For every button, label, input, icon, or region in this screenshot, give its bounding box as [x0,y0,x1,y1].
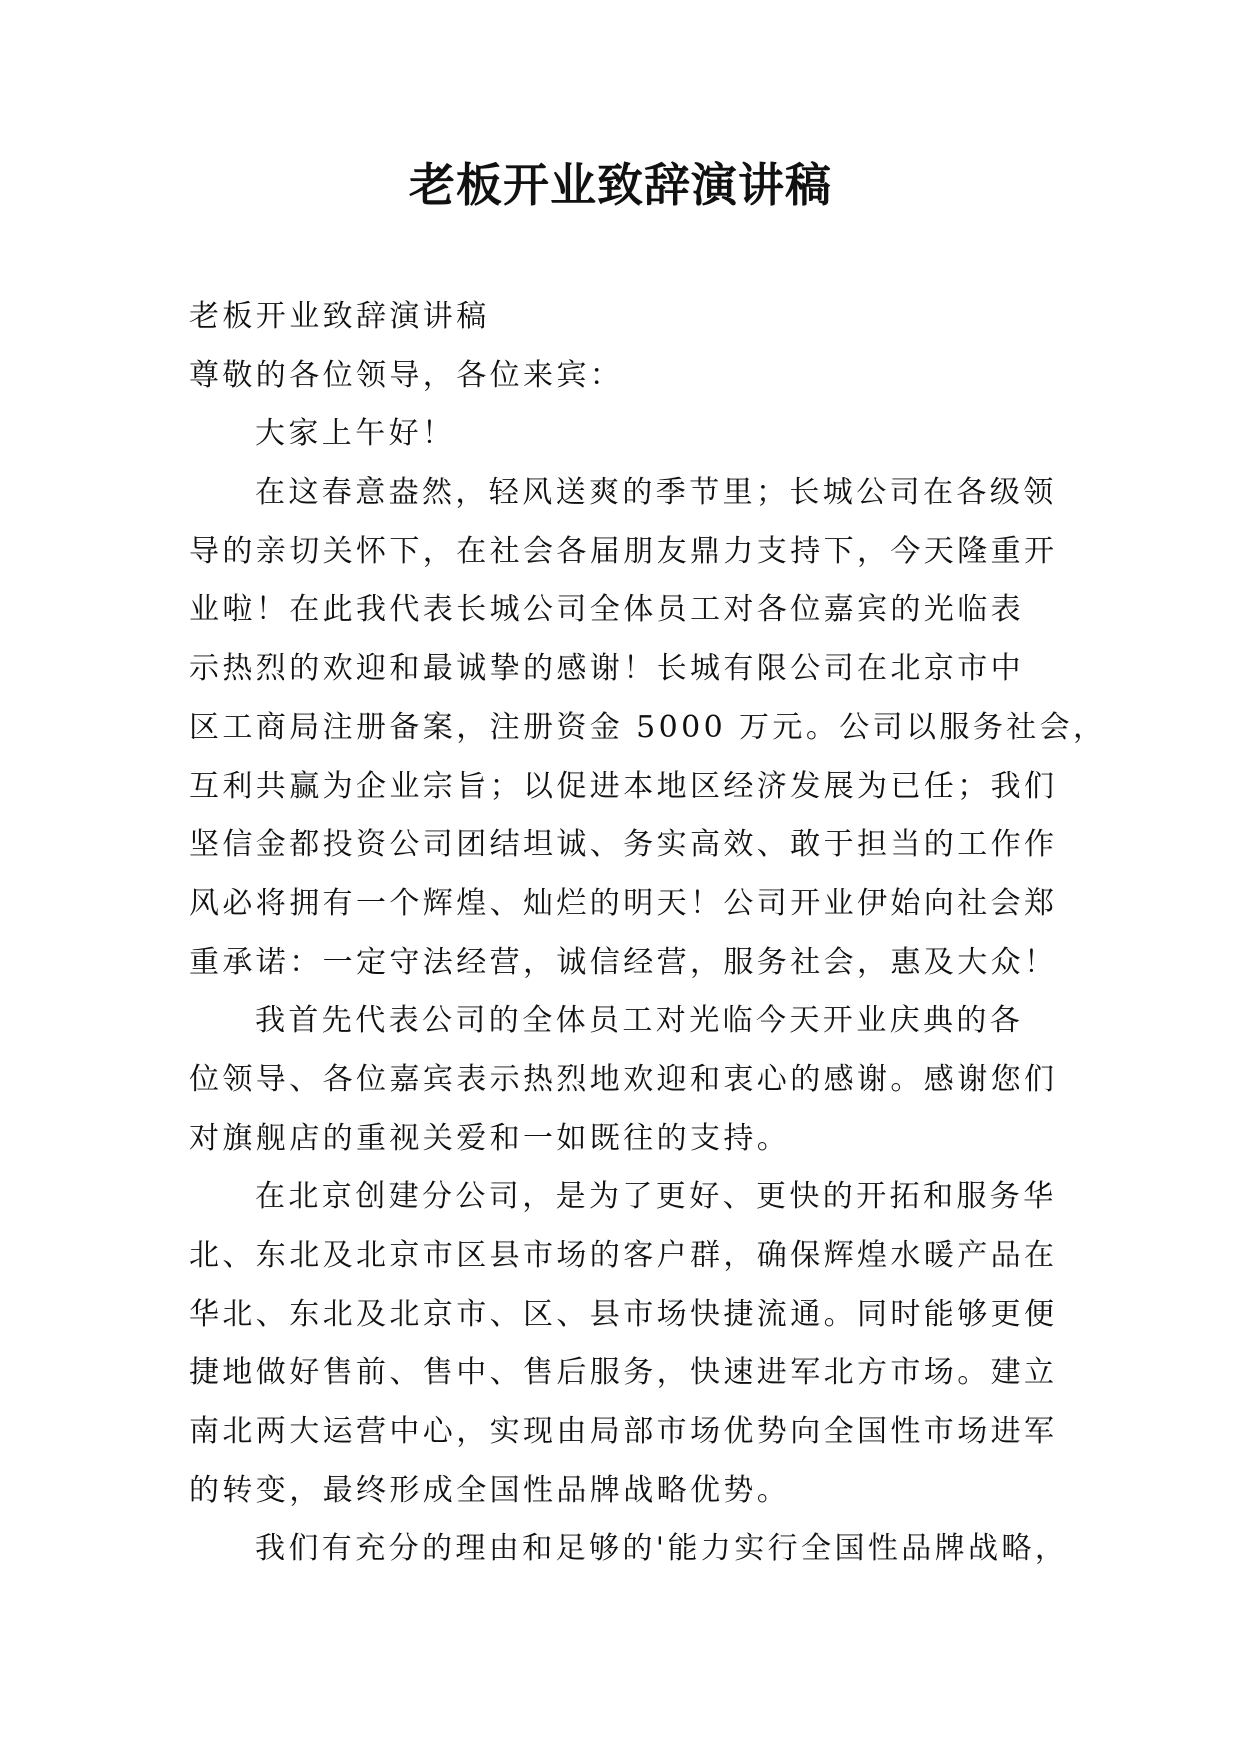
body-line: 我们有充分的理由和足够的'能力实行全国性品牌战略， [255,1531,1069,1567]
body-line: 大家上午好！ [255,416,456,452]
body-line: 在这春意盎然，轻风送爽的季节里；长城公司在各级领 [255,475,1057,511]
body-line: 业啦！在此我代表长城公司全体员工对各位嘉宾的光临表 [189,592,1024,628]
body-line: 尊敬的各位领导，各位来宾： [189,357,624,393]
document-title: 老板开业致辞演讲稿 [409,158,832,212]
body-line: 南北两大运营中心，实现由局部市场优势向全国性市场进军 [189,1414,1058,1450]
body-line: 北、东北及北京市区县市场的客户群，确保辉煌水暖产品在 [189,1238,1058,1273]
body-line: 坚信金都投资公司团结坦诚、务实高效、敢于担当的工作作 [189,827,1058,863]
document-body [189,288,1107,1579]
body-line: 在北京创建分公司，是为了更好、更快的开拓和服务华 [255,1179,1057,1215]
body-line: 捷地做好售前、售中、售后服务，快速进军北方市场。建立 [189,1355,1058,1391]
body-line: 互利共赢为企业宗旨；以促进本地区经济发展为已任；我们 [189,768,1058,804]
body-line: 区工商局注册备案，注册资金 5000 万元。公司以服务社会， [189,709,1107,745]
body-line: 风必将拥有一个辉煌、灿烂的明天！公司开业伊始向社会郑 [189,885,1058,921]
body-line: 华北、东北及北京市、区、县市场快捷流通。同时能够更便 [189,1296,1058,1332]
body-line: 位领导、各位嘉宾表示热烈地欢迎和衷心的感谢。感谢您们 [189,1061,1058,1097]
body-line: 的转变，最终形成全国性品牌战略优势。 [189,1472,791,1508]
body-line: 老板开业致辞演讲稿 [189,299,490,334]
body-line: 导的亲切关怀下，在社会各届朋友鼎力支持下，今天隆重开 [189,533,1058,569]
body-line: 示热烈的欢迎和最诚挚的感谢！长城有限公司在北京市中 [189,651,1024,687]
body-line: 对旗舰店的重视关爱和一如既往的支持。 [189,1120,791,1156]
body-line: 重承诺：一定守法经营，诚信经营，服务社会，惠及大众！ [189,944,1058,980]
body-line: 我首先代表公司的全体员工对光临今天开业庆典的各 [255,1003,1024,1039]
